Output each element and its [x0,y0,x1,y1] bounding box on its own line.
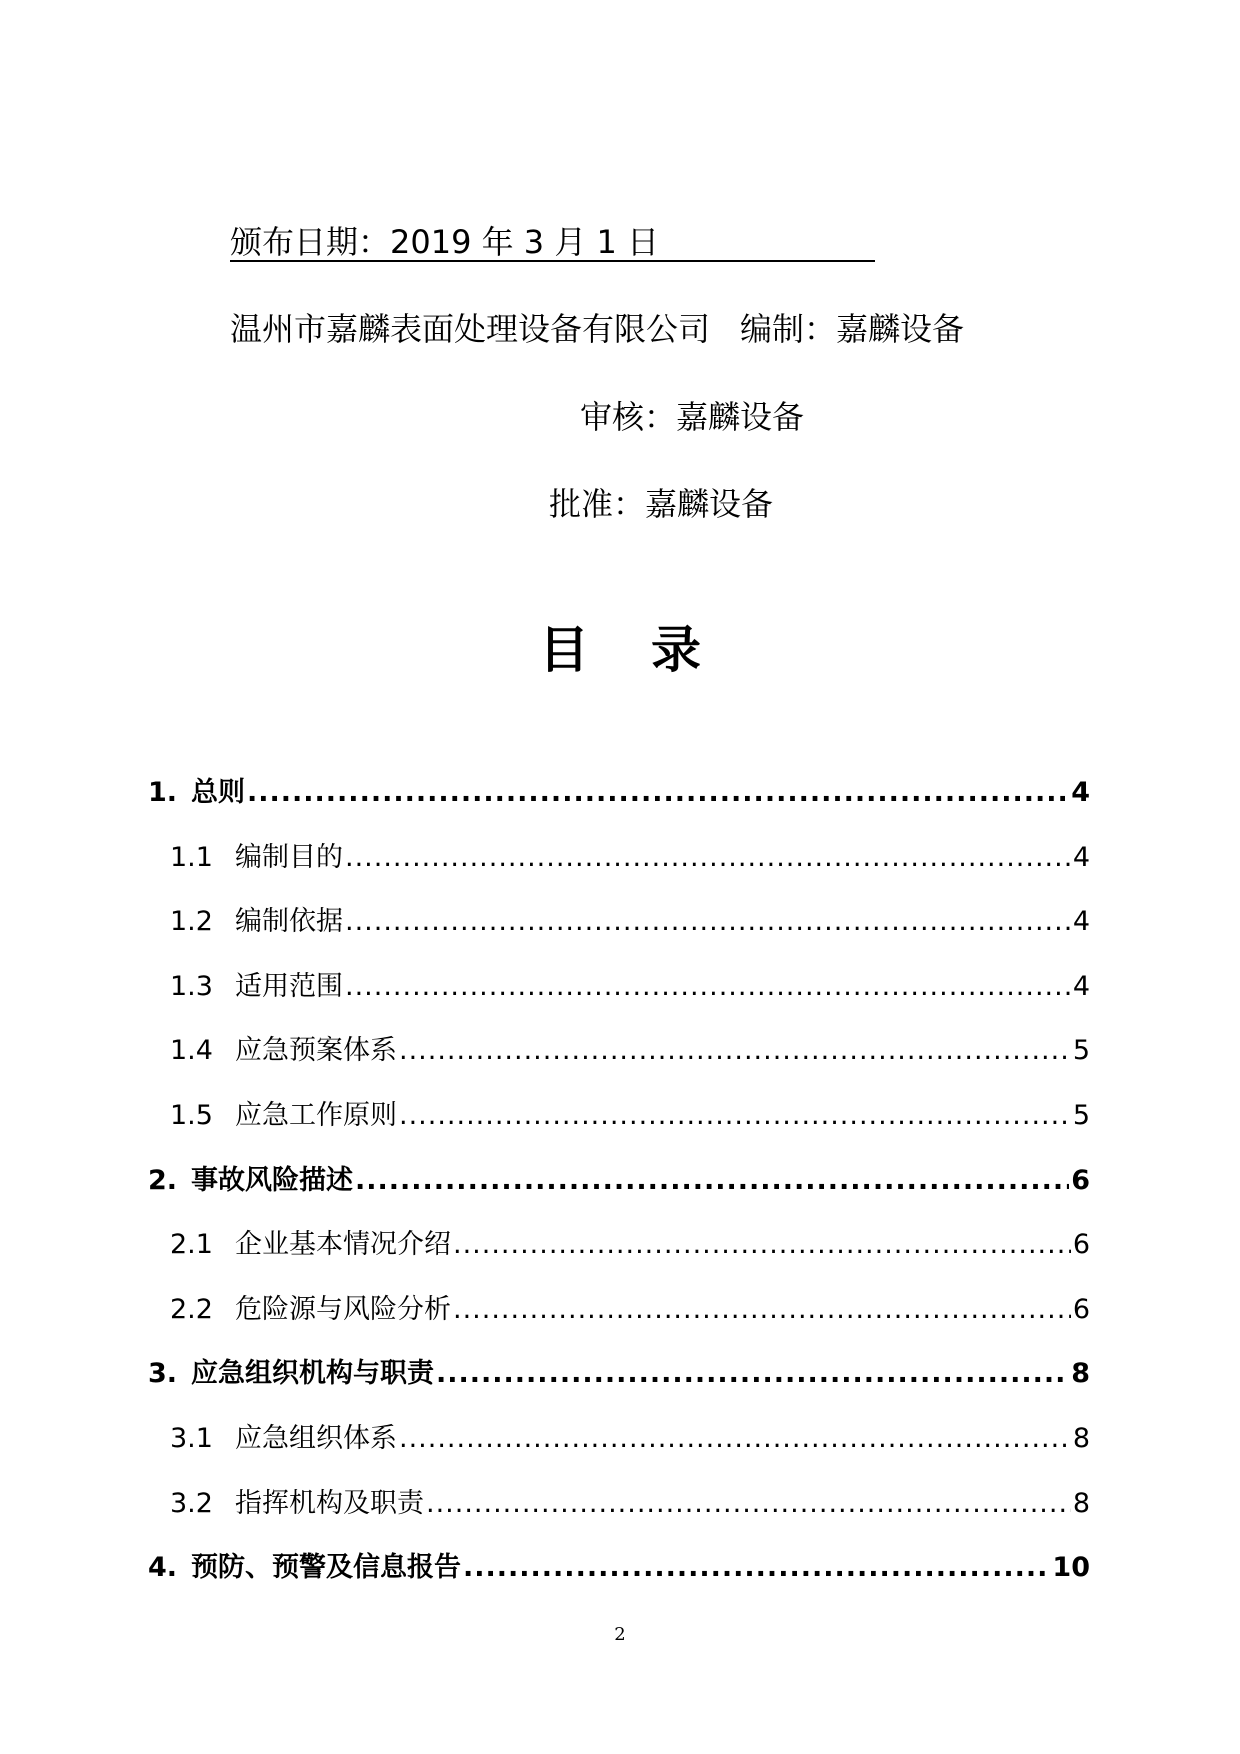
toc-entry-title: 编制目的 [235,841,343,873]
toc-entry-page: 4 [1071,777,1090,808]
toc-entry-number: 1. [148,777,178,808]
toc-entry-title: 事故风险描述 [191,1164,353,1196]
toc-dot-leader [345,969,1071,1005]
toc-entry-page: 4 [1072,970,1090,1002]
toc-entry[interactable] [170,1486,1090,1522]
toc-dot-leader [453,1227,1071,1263]
toc-dot-leader [436,1356,1069,1392]
toc-entry-page: 5 [1072,1035,1090,1067]
toc-entry-page: 6 [1072,1293,1090,1325]
toc-dot-leader [345,840,1071,876]
toc-entry-number: 2.2 [170,1293,213,1325]
toc-dot-leader [247,775,1069,811]
toc-dot-leader [399,1421,1071,1457]
toc-entry[interactable] [170,1292,1090,1328]
toc-entry-number: 3.2 [170,1487,213,1519]
toc-entry-title: 指挥机构及职责 [235,1487,424,1519]
toc-entry-page: 8 [1072,1487,1090,1519]
toc-entry[interactable] [170,904,1090,940]
toc-dot-leader [426,1486,1071,1522]
toc-entry-title: 企业基本情况介绍 [235,1229,451,1261]
toc-entry[interactable] [170,1033,1090,1069]
compiled-by: 编制：嘉麟设备 [740,310,965,348]
toc-title: 目录 [539,621,763,679]
approved-by: 批准：嘉麟设备 [549,485,774,523]
toc-entry-page: 10 [1052,1552,1090,1584]
company-line [230,309,964,349]
toc-entry-title: 预防、预警及信息报告 [191,1552,461,1584]
toc-dot-leader [399,1098,1071,1134]
toc-entry-number: 4. [148,1552,178,1584]
page-number: 2 [614,1624,626,1645]
toc-entry-number: 3.1 [170,1423,213,1454]
toc-dot-leader [463,1550,1050,1586]
toc-entry-number: 1.3 [170,970,213,1002]
toc-dot-leader [453,1292,1071,1328]
toc-entry[interactable] [170,1421,1090,1457]
issue-date: 颁布日期：2019 年 3 月 1 日 [230,222,875,262]
company-name: 温州市嘉麟表面处理设备有限公司 [230,310,711,348]
toc-entry-number: 1.5 [170,1100,213,1131]
toc-entry-title: 应急组织体系 [235,1423,397,1454]
toc-entry-number: 2. [148,1164,178,1196]
toc-entry-page: 4 [1072,841,1090,873]
toc-entry[interactable] [148,1356,1090,1392]
toc-entry[interactable] [170,1098,1090,1134]
toc-entry-title: 危险源与风险分析 [235,1293,451,1325]
toc-entry-page: 8 [1071,1358,1090,1390]
toc-entry[interactable] [148,1550,1090,1586]
toc-entry-number: 1.4 [170,1035,213,1067]
toc-entry-title: 总则 [191,777,245,808]
toc-entry[interactable] [170,840,1090,876]
toc-entry-title: 编制依据 [235,906,343,938]
toc-entry-number: 1.2 [170,906,213,938]
toc-entry-title: 应急组织机构与职责 [191,1358,434,1390]
toc-dot-leader [355,1163,1069,1199]
reviewed-by: 审核：嘉麟设备 [580,398,805,436]
toc-entry-title: 应急预案体系 [235,1035,397,1067]
toc-entry-page: 5 [1072,1100,1090,1131]
toc-entry[interactable] [170,1227,1090,1263]
toc-dot-leader [399,1033,1071,1069]
toc-entry-number: 2.1 [170,1229,213,1261]
toc-entry-number: 3. [148,1358,178,1390]
toc-entry-page: 8 [1072,1423,1090,1454]
toc-entry-page: 6 [1072,1229,1090,1261]
toc-entry-page: 6 [1071,1164,1090,1196]
toc-entry-number: 1.1 [170,841,213,873]
toc-entry-title: 适用范围 [235,970,343,1002]
toc-entry[interactable] [148,1163,1090,1199]
toc-dot-leader [345,904,1071,940]
toc-entry-title: 应急工作原则 [235,1100,397,1131]
toc-entry[interactable] [148,775,1090,811]
toc-entry-page: 4 [1072,906,1090,938]
toc-entry[interactable] [170,969,1090,1005]
